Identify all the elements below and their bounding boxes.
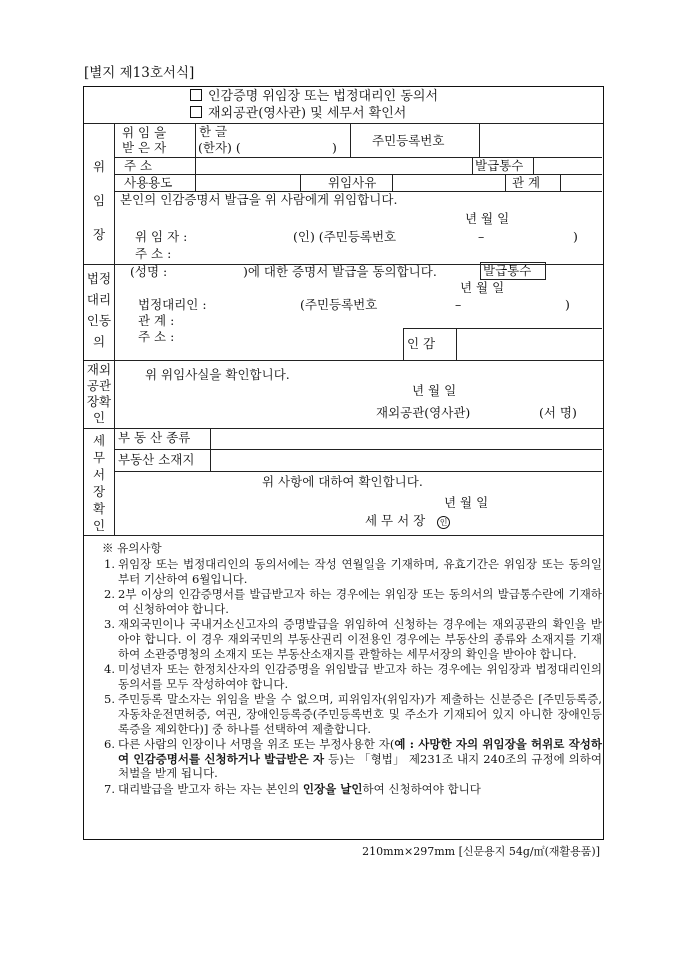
legal-rep-dash: – [455,297,462,312]
hanja-close: ) [332,140,337,155]
delegator-close: ) [573,229,578,244]
guardian-date: 년 월 일 [460,280,505,295]
form-number: [별지 제13호서식] [84,65,195,81]
legal-rep-label: 법정대리인 : [138,297,207,312]
guardian-name-prefix: (성명 : [130,264,168,279]
guardian-section-label: 법정 대리 인동 의 [86,271,112,349]
title-poa: 인감증명 위임장 또는 법정대리인 동의서 [208,89,439,104]
guardian-statement: )에 대한 증명서 발급을 동의합니다. [243,264,437,279]
delegator-address: 주 소 : [135,246,172,261]
consulate-statement: 위 위임사실을 확인합니다. [145,367,290,382]
note-item: 2. 2부 이상의 인감증명서를 발급받고자 하는 경우에는 위임장 또는 동의서의 발급통수란에 기재하여 신청하여야 합니다. [104,587,602,616]
checkbox-poa[interactable] [190,89,202,101]
paper-spec-footer: 210mm×297mm [신문용지 54g/㎡(재활용품)] [362,845,600,858]
note-item: 5. 주민등록 말소자는 위임을 받을 수 없으며, 피위임자(위임자)가 제출하는 신분증은 [주민등록증, 자동차운전면허증, 여권, 장애인등록증(주민등록번호 및 주소가 기재되어 있지 아니한 장애인등록증을 제외한다)] 중 하나를 선택하여 제출합니다. [104,692,602,736]
consulate-signer: 재외공관(영사관) [376,405,471,420]
purpose-label: 사용용도 [124,175,173,190]
note-item: 7. 대리발급을 받고자 하는 자는 본인의 인장을 날인하여 신청하여야 합니다 [104,781,481,796]
recipient-label: 위 임 을 받 은 자 [122,125,167,155]
recipient-rrn-label: 주민등록번호 [372,133,445,148]
copies-label: 발급통수 [475,158,524,173]
recipient-rrn-field[interactable] [480,124,600,156]
legal-rep-close: ) [565,297,570,312]
taxoffice-date: 년 월 일 [444,495,489,510]
taxoffice-statement: 위 사항에 대하여 확인합니다. [262,474,423,489]
delegator-seal: (인) (주민등록번호 [293,229,397,244]
poa-statement: 본인의 인감증명서 발급을 위 사람에게 위임합니다. [120,192,398,207]
title-confirm: 재외공관(영사관) 및 세무서 확인서 [208,106,407,121]
recipient-address-label: 주 소 [124,158,153,173]
relation-label: 관 계 [512,175,541,190]
notes-list [104,557,602,797]
taxoffice-section-label: 세 무 서 장 확 인 [92,433,106,533]
reason-label: 위임사유 [328,175,377,190]
title-checkbox-line-2 [190,106,406,121]
poa-section-label: 위 임 장 [92,159,106,242]
note-item: 3. 재외국민이나 국내거소신고자의 증명발급을 위임하여 신청하는 경우에는 재외공관의 확인을 받아야 합니다. 이 경우 재외국민의 부동산권리 이전용인 경우에는 부동산의 종류와 소재지를 기재하여 소관증명청의 소재지 또는 부동산소재지를 관할하는 세무서장의 확인을 받아야 합니다. [104,617,602,661]
notes-title: ※ 유의사항 [102,541,162,555]
guardian-copies-label: 발급통수 [483,263,532,278]
property-type-label: 부 동 산 종류 [118,430,191,445]
title-checkbox-line-1 [190,89,438,104]
note-item: 4. 미성년자 또는 한정치산자의 인감증명을 위임발급 받고자 하는 경우에는 위임장과 법정대리인의 동의서를 모두 작성하여야 합니다. [104,662,602,691]
consulate-sign: (서 명) [539,405,577,420]
hangul-name-label: 한 글 [199,124,228,139]
note-item: 1. 위임장 또는 법정대리인의 동의서에는 작성 연월일을 기재하며, 유효기간은 위임장 또는 동의일부터 기산하여 6월입니다. [104,557,602,586]
note-item: 6. 다른 사람의 인장이나 서명을 위조 또는 부정사용한 자(예 : 사망한 자의 위임장을 허위로 작성하여 인감증명서를 신청하거나 발급받은 자 등)는 「형법」 제231조 내지 240조의 규정에 의하여 처벌을 받게 됩니다. [104,737,602,781]
legal-rep-rrn: (주민등록번호 [300,297,378,312]
legal-rep-address: 주 소 : [138,329,175,344]
checkbox-confirm[interactable] [190,106,202,118]
poa-date: 년 월 일 [465,211,510,226]
consulate-section-label: 재외 공관 장확 인 [86,362,112,425]
delegator-label: 위 임 자 : [135,229,188,244]
seal-stamp-icon: 인 [437,516,450,529]
property-location-label: 부동산 소재지 [118,452,195,467]
consulate-date: 년 월 일 [412,383,457,398]
delegator-dash: – [478,229,485,244]
taxoffice-signer: 세 무 서 장 인 [365,514,450,529]
legal-rep-relation: 관 계 : [138,313,175,328]
hanja-name-label: (한자) ( [198,140,241,155]
guardian-seal-label: 인 감 [407,336,436,351]
